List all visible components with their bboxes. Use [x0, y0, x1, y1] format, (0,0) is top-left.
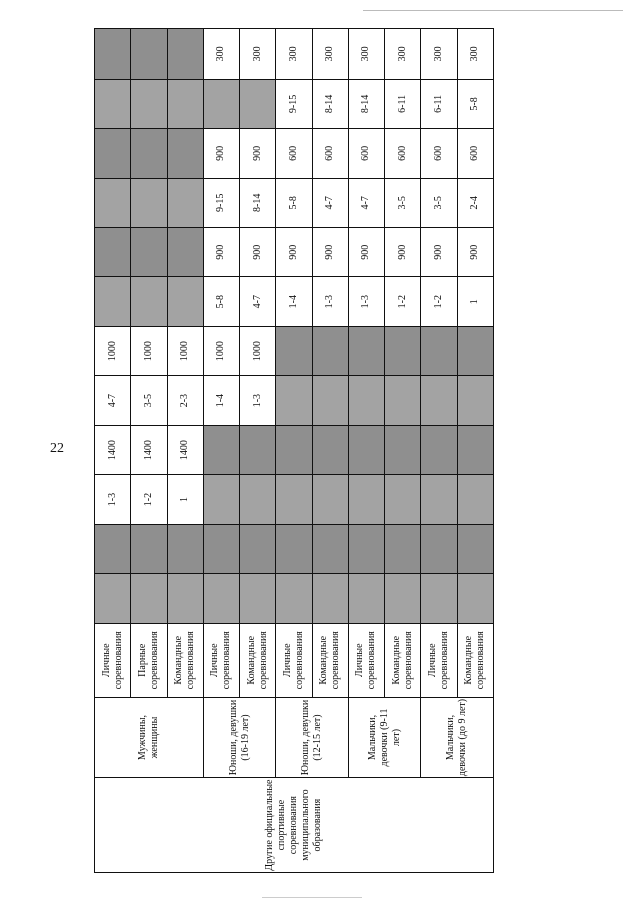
shaded-cell: [240, 524, 276, 573]
table-row: [421, 29, 457, 873]
value-cell: 300: [457, 29, 493, 80]
shaded-cell: [240, 574, 276, 623]
shaded-cell: [276, 326, 312, 375]
competition-type-cell: Командные соревнования: [312, 623, 348, 697]
shaded-cell: [457, 524, 493, 573]
value-cell: 1000: [203, 326, 239, 375]
shaded-cell: [276, 376, 312, 425]
shaded-cell: [131, 524, 167, 573]
shaded-cell: [385, 475, 421, 524]
shaded-cell: [312, 376, 348, 425]
value-cell: 1400: [95, 425, 131, 474]
shaded-cell: [348, 326, 384, 375]
shaded-cell: [457, 475, 493, 524]
value-cell: 8-14: [312, 79, 348, 128]
value-cell: 900: [385, 228, 421, 277]
value-cell: 300: [203, 29, 239, 80]
value-cell: 3-5: [131, 376, 167, 425]
value-cell: 9-15: [276, 79, 312, 128]
table-row: [348, 29, 384, 873]
age-group-cell: Юноши, девушки (12-15 лет): [276, 697, 349, 777]
age-group-cell: Юноши, девушки (16-19 лет): [203, 697, 276, 777]
value-cell: 5-8: [457, 79, 493, 128]
value-cell: 8-14: [240, 178, 276, 227]
value-cell: 900: [203, 129, 239, 178]
value-cell: 600: [276, 129, 312, 178]
competition-type-cell: Личные соревнования: [348, 623, 384, 697]
shaded-cell: [457, 376, 493, 425]
shaded-cell: [385, 524, 421, 573]
shaded-cell: [167, 524, 203, 573]
competition-type-cell: Командные соревнования: [167, 623, 203, 697]
value-cell: 3-5: [385, 178, 421, 227]
value-cell: 6-11: [385, 79, 421, 128]
value-cell: 1000: [131, 326, 167, 375]
value-cell: 1: [167, 475, 203, 524]
age-group-cell: Мальчики, девочки (9-11 лет): [348, 697, 421, 777]
value-cell: 900: [421, 228, 457, 277]
shaded-cell: [131, 277, 167, 326]
shaded-cell: [385, 574, 421, 623]
points-table: [94, 28, 494, 873]
shaded-cell: [312, 524, 348, 573]
shaded-cell: [276, 524, 312, 573]
shaded-cell: [385, 425, 421, 474]
shaded-cell: [131, 79, 167, 128]
value-cell: 3-5: [421, 178, 457, 227]
value-cell: 1-3: [348, 277, 384, 326]
value-cell: 900: [457, 228, 493, 277]
competition-type-cell: Парные соревнования: [131, 623, 167, 697]
value-cell: 600: [312, 129, 348, 178]
value-cell: 900: [348, 228, 384, 277]
competition-type-cell: Командные соревнования: [457, 623, 493, 697]
value-cell: 1-2: [385, 277, 421, 326]
shaded-cell: [385, 326, 421, 375]
value-cell: 2-4: [457, 178, 493, 227]
value-cell: 5-8: [203, 277, 239, 326]
value-cell: 8-14: [348, 79, 384, 128]
value-cell: 1400: [167, 425, 203, 474]
value-cell: 1000: [167, 326, 203, 375]
shaded-cell: [131, 129, 167, 178]
value-cell: 1400: [131, 425, 167, 474]
value-cell: 4-7: [312, 178, 348, 227]
shaded-cell: [421, 376, 457, 425]
shaded-cell: [167, 129, 203, 178]
shaded-cell: [348, 425, 384, 474]
shaded-cell: [167, 574, 203, 623]
age-group-cell: Мужчины, женщины: [95, 697, 204, 777]
value-cell: 300: [421, 29, 457, 80]
shaded-cell: [167, 228, 203, 277]
value-cell: 1-2: [421, 277, 457, 326]
shaded-cell: [95, 277, 131, 326]
shaded-cell: [240, 79, 276, 128]
shaded-cell: [348, 475, 384, 524]
table-row: [95, 29, 131, 873]
shaded-cell: [203, 524, 239, 573]
page-number: 22: [50, 441, 64, 456]
table-row: [203, 29, 239, 873]
value-cell: 4-7: [348, 178, 384, 227]
shaded-cell: [276, 475, 312, 524]
value-cell: 1-3: [312, 277, 348, 326]
shaded-cell: [131, 574, 167, 623]
shaded-cell: [240, 425, 276, 474]
competition-type-cell: Командные соревнования: [385, 623, 421, 697]
shaded-cell: [421, 524, 457, 573]
category-cell: Другие официальные спортивные соревнования муниципального образования: [95, 778, 494, 873]
shaded-cell: [95, 228, 131, 277]
shaded-cell: [421, 475, 457, 524]
value-cell: 9-15: [203, 178, 239, 227]
competition-type-cell: Личные соревнования: [276, 623, 312, 697]
shaded-cell: [312, 574, 348, 623]
shaded-cell: [312, 326, 348, 375]
value-cell: 900: [276, 228, 312, 277]
value-cell: 4-7: [95, 376, 131, 425]
value-cell: 900: [312, 228, 348, 277]
value-cell: 600: [385, 129, 421, 178]
competition-type-cell: Личные соревнования: [421, 623, 457, 697]
shaded-cell: [421, 574, 457, 623]
shaded-cell: [95, 524, 131, 573]
value-cell: 4-7: [240, 277, 276, 326]
value-cell: 600: [457, 129, 493, 178]
shaded-cell: [203, 425, 239, 474]
shaded-cell: [276, 425, 312, 474]
shaded-cell: [167, 277, 203, 326]
bottom-rule: [262, 897, 362, 898]
shaded-cell: [385, 376, 421, 425]
shaded-cell: [348, 574, 384, 623]
value-cell: 300: [385, 29, 421, 80]
shaded-cell: [348, 376, 384, 425]
rotation-frame: [94, 28, 494, 873]
shaded-cell: [457, 425, 493, 474]
value-cell: 600: [348, 129, 384, 178]
shaded-cell: [457, 574, 493, 623]
shaded-cell: [95, 574, 131, 623]
value-cell: 300: [348, 29, 384, 80]
value-cell: 5-8: [276, 178, 312, 227]
shaded-cell: [167, 178, 203, 227]
table-row: [276, 29, 312, 873]
age-group-cell: Мальчики, девочки (до 9 лет): [421, 697, 494, 777]
shaded-cell: [95, 79, 131, 128]
competition-type-cell: Личные соревнования: [95, 623, 131, 697]
shaded-cell: [95, 29, 131, 80]
value-cell: 900: [240, 228, 276, 277]
shaded-cell: [312, 425, 348, 474]
shaded-cell: [421, 326, 457, 375]
value-cell: 1-4: [203, 376, 239, 425]
value-cell: 300: [276, 29, 312, 80]
rotated-table-container: [94, 28, 494, 873]
shaded-cell: [203, 79, 239, 128]
competition-type-cell: Личные соревнования: [203, 623, 239, 697]
shaded-cell: [131, 29, 167, 80]
shaded-cell: [421, 425, 457, 474]
shaded-cell: [276, 574, 312, 623]
shaded-cell: [95, 178, 131, 227]
shaded-cell: [203, 475, 239, 524]
shaded-cell: [131, 178, 167, 227]
shaded-cell: [312, 475, 348, 524]
value-cell: 600: [421, 129, 457, 178]
shaded-cell: [167, 29, 203, 80]
value-cell: 1000: [240, 326, 276, 375]
table-body: [95, 29, 494, 873]
shaded-cell: [240, 475, 276, 524]
shaded-cell: [167, 79, 203, 128]
competition-type-cell: Командные соревнования: [240, 623, 276, 697]
value-cell: 900: [203, 228, 239, 277]
shaded-cell: [457, 326, 493, 375]
shaded-cell: [203, 574, 239, 623]
value-cell: 1-3: [95, 475, 131, 524]
value-cell: 300: [312, 29, 348, 80]
value-cell: 300: [240, 29, 276, 80]
shaded-cell: [348, 524, 384, 573]
value-cell: 1-2: [131, 475, 167, 524]
value-cell: 6-11: [421, 79, 457, 128]
value-cell: 1-3: [240, 376, 276, 425]
value-cell: 1: [457, 277, 493, 326]
shaded-cell: [131, 228, 167, 277]
shaded-cell: [95, 129, 131, 178]
value-cell: 900: [240, 129, 276, 178]
value-cell: 1-4: [276, 277, 312, 326]
top-rule: [363, 10, 623, 11]
value-cell: 2-3: [167, 376, 203, 425]
value-cell: 1000: [95, 326, 131, 375]
